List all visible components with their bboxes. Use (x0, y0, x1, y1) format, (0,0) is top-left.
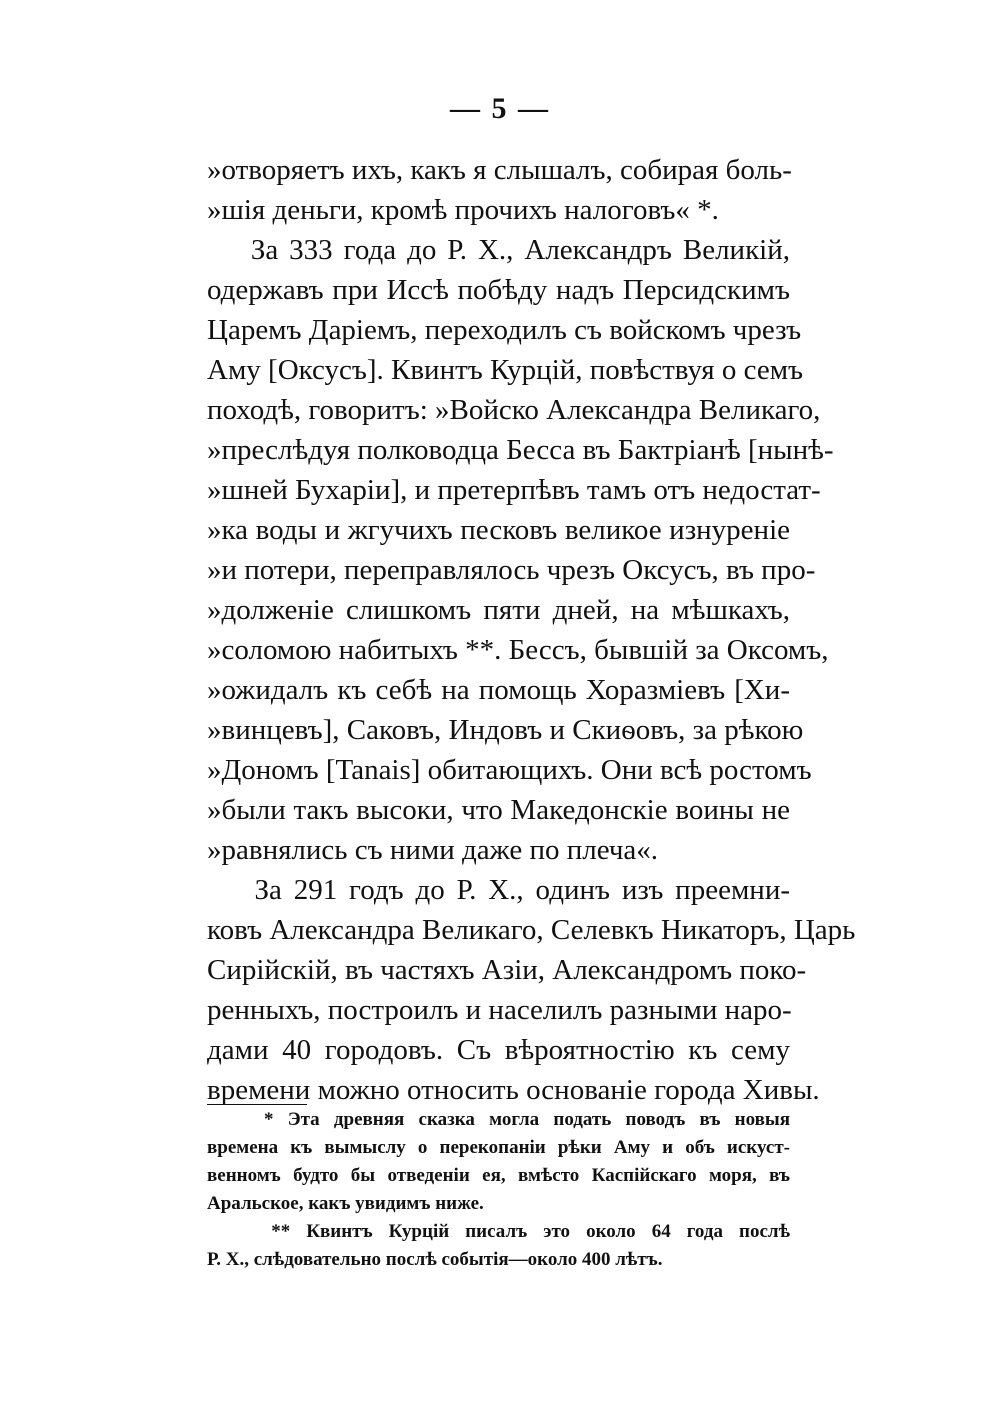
text-line: »и потери, переправлялось чрезъ Оксусъ, въ про- (207, 554, 816, 586)
footnote-divider (207, 1104, 307, 1105)
text-line: »долженіе слишкомъ пяти дней, на мѣшкахъ, (207, 594, 790, 626)
text-line: »соломою набитыхъ **. Бессъ, бывшій за Оксомъ, (207, 634, 829, 666)
text-line: »шія деньги, кромѣ прочихъ налоговъ« *. (207, 194, 719, 226)
text-line: За 333 года до Р. Х., Александръ Великій, (207, 234, 790, 266)
text-line: »ка воды и жгучихъ песковъ великое изнуреніе (207, 514, 790, 546)
text-line: »отворяетъ ихъ, какъ я слышалъ, собирая боль- (207, 154, 792, 186)
text-line: За 291 годъ до Р. Х., одинъ изъ преемни- (207, 874, 790, 906)
text-line: Аму [Оксусъ]. Квинтъ Курцій, повѣствуя о семъ (207, 354, 804, 386)
text-line: дами 40 городовъ. Съ вѣроятностію къ сему (207, 1034, 790, 1066)
text-line: походѣ, говоритъ: »Войско Александра Великаго, (207, 394, 821, 426)
text-line: »винцевъ], Саковъ, Индовъ и Скиѳовъ, за рѣкою (207, 714, 804, 746)
text-line: ренныхъ, построилъ и населилъ разными наро- (207, 994, 792, 1026)
footnote-line: венномъ будто бы отведеніи ея, вмѣсто Каспійскаго моря, въ (207, 1165, 790, 1186)
text-line: »шней Бухаріи], и претерпѣвъ тамъ отъ недостат- (207, 474, 821, 506)
text-line: »ожидалъ къ себѣ на помощь Хоразміевъ [Хи- (207, 674, 790, 706)
footnote-line: Р. Х., слѣдовательно послѣ событія—около 400 лѣтъ. (207, 1249, 663, 1270)
text-line: »преслѣдуя полководца Бесса въ Бактріанѣ [нынѣ- (207, 434, 834, 466)
text-line: ковъ Александра Великаго, Селевкъ Никаторъ, Царь (207, 914, 856, 946)
page-number: — 5 — (450, 92, 550, 125)
text-line: Царемъ Даріемъ, переходилъ съ войскомъ чрезъ (207, 314, 802, 346)
main-text (207, 150, 856, 1110)
footnote-line: времена къ вымыслу о перекопаніи рѣки Аму и объ искуст- (207, 1137, 790, 1158)
footnote-line: ** Квинтъ Курцій писалъ это около 64 года послѣ (207, 1221, 790, 1242)
text-line: одержавъ при Иссѣ побѣду надъ Персидскимъ (207, 274, 790, 306)
text-line: »были такъ высоки, что Македонскіе воины не (207, 794, 790, 826)
text-line: Сирійскій, въ частяхъ Азіи, Александромъ поко- (207, 954, 807, 986)
footnotes (207, 1106, 790, 1274)
footnote-line: Аральское, какъ увидимъ ниже. (207, 1193, 484, 1214)
text-line: »равнялись съ ними даже по плеча«. (207, 834, 659, 866)
text-line: времени можно относить основаніе города Хивы. (207, 1074, 820, 1106)
text-line: »Дономъ [Tanais] обитающихъ. Они всѣ ростомъ (207, 754, 812, 786)
footnote-line: * Эта древняя сказка могла подать поводъ въ новыя (207, 1109, 790, 1130)
